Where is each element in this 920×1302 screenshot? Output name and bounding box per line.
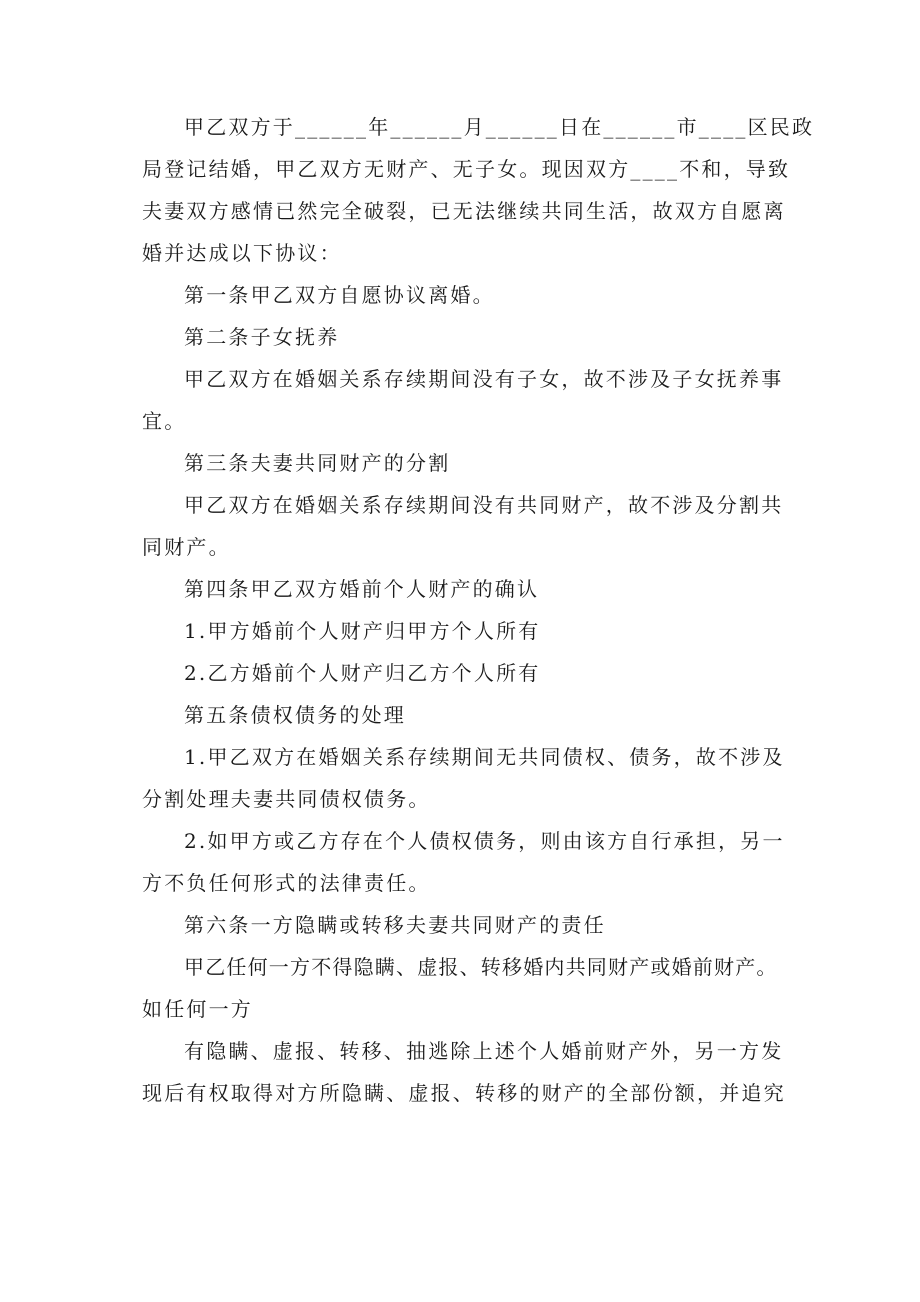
article-5-item-2-line-1: 2.如甲方或乙方存在个人债权债务，则由该方自行承担，另一 [184,829,785,853]
paragraph-line-4: 婚并达成以下协议： [142,241,342,265]
article-3-heading: 第三条夫妻共同财产的分割 [184,451,451,475]
article-3-body-line-2: 同财产。 [142,535,231,559]
article-5-item-2-line-2: 方不负任何形式的法律责任。 [142,871,431,895]
article-4-item-1: 1.甲方婚前个人财产归甲方个人所有 [184,619,541,643]
article-2-body-line-1: 甲乙双方在婚姻关系存续期间没有子女，故不涉及子女抚养事 [184,367,784,391]
article-5-item-1-line-1: 1.甲乙双方在婚姻关系存续期间无共同债权、债务，故不涉及 [184,745,785,769]
article-3-body-line-1: 甲乙双方在婚姻关系存续期间没有共同财产，故不涉及分割共 [184,493,784,517]
article-4-heading: 第四条甲乙双方婚前个人财产的确认 [184,577,540,601]
article-6-body-line-4: 现后有权取得对方所隐瞒、虚报、转移的财产的全部份额，并追究 [142,1081,786,1105]
document-body [142,106,815,1114]
article-2-heading: 第二条子女抚养 [184,325,340,349]
article-4-item-2: 2.乙方婚前个人财产归乙方个人所有 [184,661,541,685]
paragraph-line-1: 甲乙双方于______年______月______日在______市____区民政 [184,115,815,139]
article-5-heading: 第五条债权债务的处理 [184,703,406,727]
article-1-heading: 第一条甲乙双方自愿协议离婚。 [184,283,495,307]
article-6-body-line-3: 有隐瞒、虚报、转移、抽逃除上述个人婚前财产外，另一方发 [184,1039,784,1063]
article-6-body-line-1: 甲乙任何一方不得隐瞒、虚报、转移婚内共同财产或婚前财产。 [184,955,778,979]
article-6-body-line-2: 如任何一方 [142,997,253,1021]
article-6-heading: 第六条一方隐瞒或转移夫妻共同财产的责任 [184,913,606,937]
article-2-body-line-2: 宜。 [142,409,187,433]
paragraph-line-3: 夫妻双方感情已然完全破裂，已无法继续共同生活，故双方自愿离 [142,199,786,223]
article-5-item-1-line-2: 分割处理夫妻共同债权债务。 [142,787,431,811]
paragraph-line-2: 局登记结婚，甲乙双方无财产、无子女。现因双方____不和，导致 [142,157,791,181]
